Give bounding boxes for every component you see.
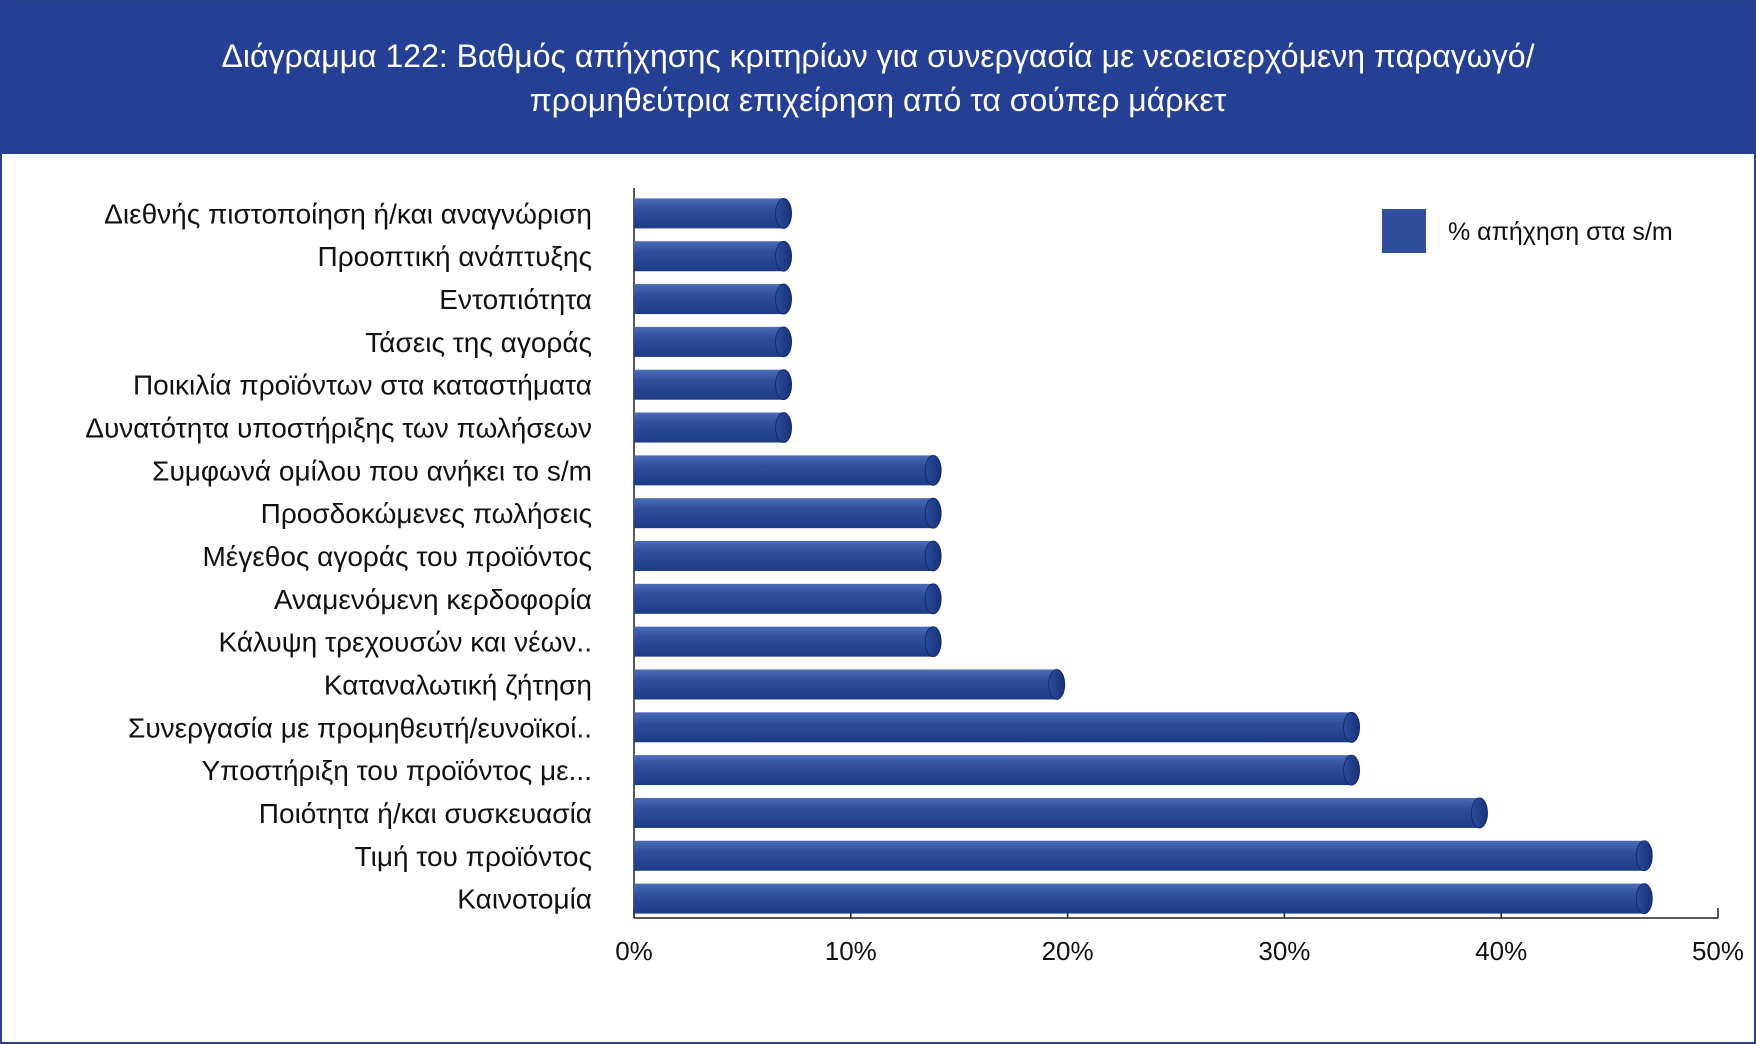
bar — [634, 455, 933, 485]
bar — [634, 284, 784, 314]
category-label: Ποιότητα ή/και συσκευασία — [258, 797, 592, 829]
category-label: Μέγεθος αγοράς του προϊόντος — [202, 541, 592, 572]
bar-end-cap — [776, 284, 792, 314]
x-tick-label: 10% — [824, 936, 877, 966]
bar — [634, 841, 1644, 871]
bar-end-cap — [1636, 884, 1652, 914]
category-label: Συμφωνά ομίλου που ανήκει το s/m — [152, 455, 592, 487]
category-label: Διεθνής πιστοποίηση ή/και αναγνώριση — [104, 198, 592, 230]
category-label: Προοπτική ανάπτυξης — [317, 241, 592, 273]
legend-label: % απήχηση στα s/m — [1448, 218, 1673, 246]
bar — [634, 627, 933, 657]
category-label: Καταναλωτική ζήτηση — [323, 669, 592, 701]
x-tick-label: 40% — [1475, 936, 1528, 966]
bar-end-cap — [776, 327, 792, 357]
x-tick-label: 0% — [615, 936, 653, 966]
category-label: Τάσεις της αγοράς — [365, 326, 592, 358]
bar — [634, 327, 784, 357]
x-tick-label: 20% — [1041, 936, 1094, 966]
bar-end-cap — [776, 413, 792, 443]
x-tick-label: 30% — [1258, 936, 1311, 966]
bar — [634, 884, 1644, 914]
bar-end-cap — [1344, 755, 1360, 785]
category-label: Καινοτομία — [457, 883, 592, 915]
category-label: Δυνατότητα υποστήριξης των πωλήσεων — [85, 412, 592, 444]
bar — [634, 712, 1352, 742]
category-label: Υποστήριξη του προϊόντος με... — [201, 755, 592, 787]
bar — [634, 241, 784, 271]
bar — [634, 541, 933, 571]
bar — [634, 755, 1352, 785]
chart-title: Διάγραμμα 122: Βαθμός απήχησης κριτηρίων για συνεργασία με νεοεισερχόμενη παραγωγό/προμηθεύτρια επιχείρηση από τα σούπερ μάρκετ — [221, 38, 1535, 118]
category-label: Προσδοκώμενες πωλήσεις — [260, 498, 592, 530]
bar-end-cap — [925, 498, 941, 528]
category-label: Συνεργασία με προμηθευτή/ευνοϊκοί.. — [128, 712, 592, 744]
category-label: Ποικιλία προϊόντων στα καταστήματα — [132, 369, 592, 401]
bar — [634, 413, 784, 443]
bar-end-cap — [925, 584, 941, 614]
bar — [634, 584, 933, 614]
category-label: Τιμή του προϊόντος — [354, 840, 592, 872]
x-tick-label: 50% — [1691, 936, 1745, 966]
bar — [634, 370, 784, 400]
bar-end-cap — [925, 541, 941, 571]
bar-end-cap — [1472, 798, 1488, 828]
bar-end-cap — [1636, 841, 1652, 871]
bar-end-cap — [776, 198, 792, 228]
bar-end-cap — [776, 241, 792, 271]
bar — [634, 498, 933, 528]
bar-end-cap — [1344, 712, 1360, 742]
bar — [634, 198, 784, 228]
bar — [634, 798, 1480, 828]
bar-end-cap — [776, 370, 792, 400]
category-label: Εντοπιότητα — [439, 284, 592, 316]
bar-end-cap — [1049, 669, 1065, 699]
category-label: Κάλυψη τρεχουσών και νέων.. — [218, 626, 592, 658]
bar — [634, 669, 1057, 699]
bar-end-cap — [925, 455, 941, 485]
legend-swatch — [1382, 209, 1426, 253]
category-label: Αναμενόμενη κερδοφορία — [273, 583, 592, 615]
bar-chart — [2, 2, 1754, 1042]
bar-end-cap — [925, 627, 941, 657]
